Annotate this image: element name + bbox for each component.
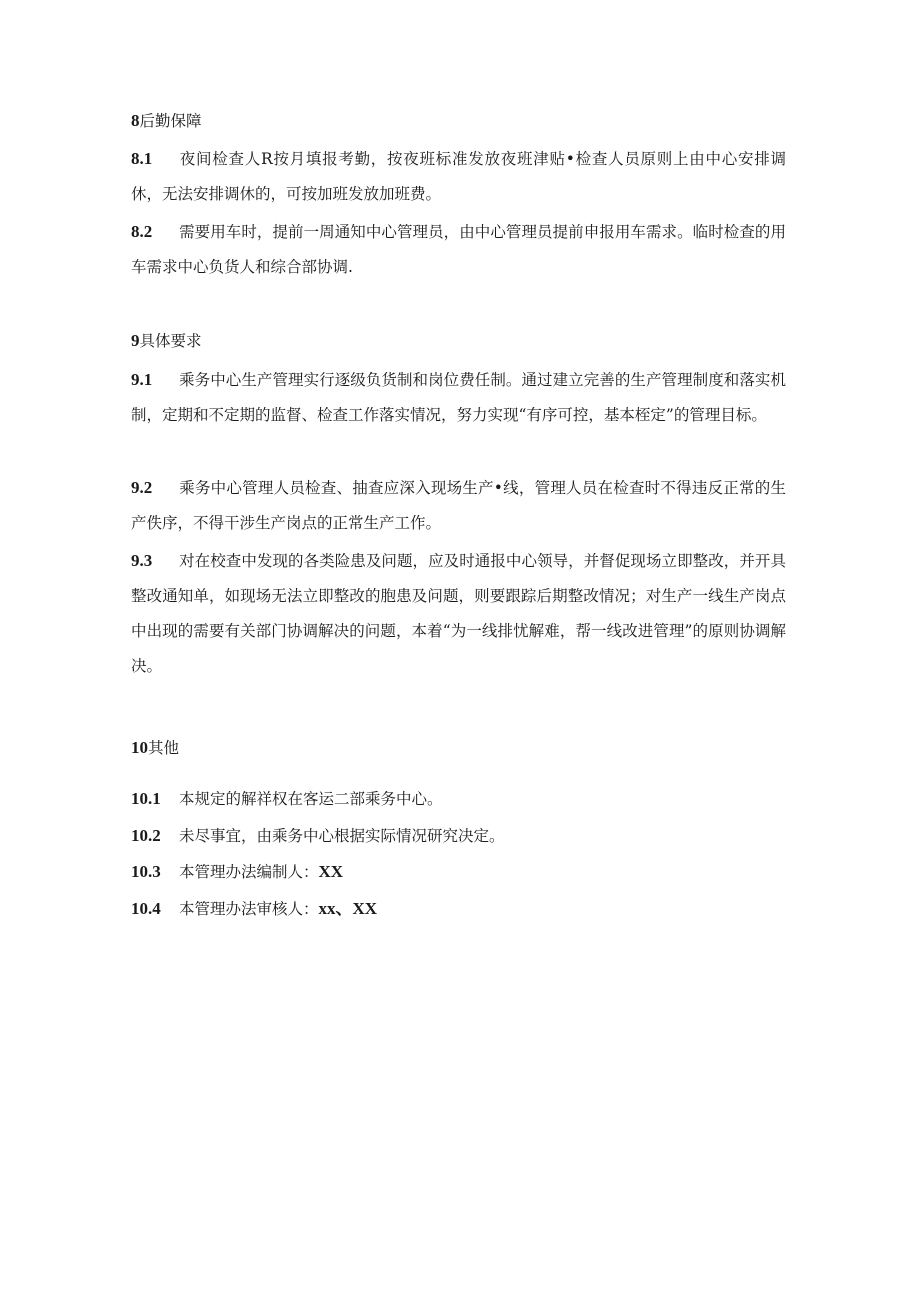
clause-text: 乘务中心管理人员检查、抽查应深入现场生产•线，管理人员在检查时不得违反正常的生产佚序，不得干涉生产岗点的正常生产工作。	[131, 479, 786, 532]
editor-name: XX	[318, 862, 344, 881]
clause-9-2	[131, 470, 786, 541]
clause-number: 9.2	[131, 478, 153, 497]
section-title: 具体要求	[139, 332, 202, 350]
clause-number: 10.2	[131, 826, 161, 845]
clause-number: 10.3	[131, 862, 161, 881]
section-number: 10	[131, 738, 148, 757]
clause-text: 未尽事宜，由乘务中心根据实际情况研究决定。	[179, 827, 505, 845]
section-title: 其他	[148, 739, 180, 757]
reviewer-names: xx、XX	[318, 899, 378, 918]
clause-number: 8.1	[131, 149, 153, 168]
clause-text: 需要用车时，提前一周通知中心管理员，由中心管理员提前申报用车需求。临时检查的用车需求中心负货人和综合部协调.	[131, 223, 786, 276]
clause-8-1	[131, 141, 786, 212]
clause-number: 8.2	[131, 222, 153, 241]
clause-number: 9.3	[131, 551, 153, 570]
clause-9-1	[131, 362, 786, 433]
clause-text: 夜间检查人R按月填报考勤，按夜班标准发放夜班津贴•检查人员原则上由中心安排调休，无法安排调休的，可按加班发放加班费。	[131, 150, 786, 203]
clause-10-4	[131, 898, 377, 920]
clause-10-3	[131, 861, 343, 883]
clause-number: 10.4	[131, 899, 161, 918]
section-heading-10	[131, 737, 179, 759]
section-heading-8	[131, 110, 202, 132]
clause-8-2	[131, 214, 786, 285]
section-number: 9	[131, 331, 140, 350]
section-number: 8	[131, 111, 140, 130]
clause-text: 本管理办法编制人：	[179, 863, 319, 881]
clause-number: 9.1	[131, 370, 153, 389]
clause-10-2	[131, 825, 505, 847]
clause-text: 本管理办法审核人：	[179, 900, 319, 918]
section-title: 后勤保障	[139, 112, 202, 130]
clause-text: 乘务中心生产管理实行逐级负货制和岗位费任制。通过建立完善的生产管理制度和落实机制，定期和不定期的监督、检查工作落实情况，努力实现“有序可控，基本桎定”的管理目标。	[131, 371, 786, 424]
clause-text: 对在校查中发现的各类险患及问题，应及时通报中心领导，并督促现场立即整改，并开具整改通知单，如现场无法立即整改的胞患及问题，则要跟踪后期整改情况；对生产一线生产岗点中出现的需要有关部门协调解决的问题，本着“为一线排忧解难，帮一线改进管理”的原则协调解决。	[131, 552, 786, 675]
clause-text: 本规定的解祥权在客运二部乘务中心。	[179, 790, 443, 808]
clause-9-3	[131, 543, 786, 684]
clause-number: 10.1	[131, 789, 161, 808]
clause-10-1	[131, 788, 443, 810]
section-heading-9	[131, 330, 202, 352]
